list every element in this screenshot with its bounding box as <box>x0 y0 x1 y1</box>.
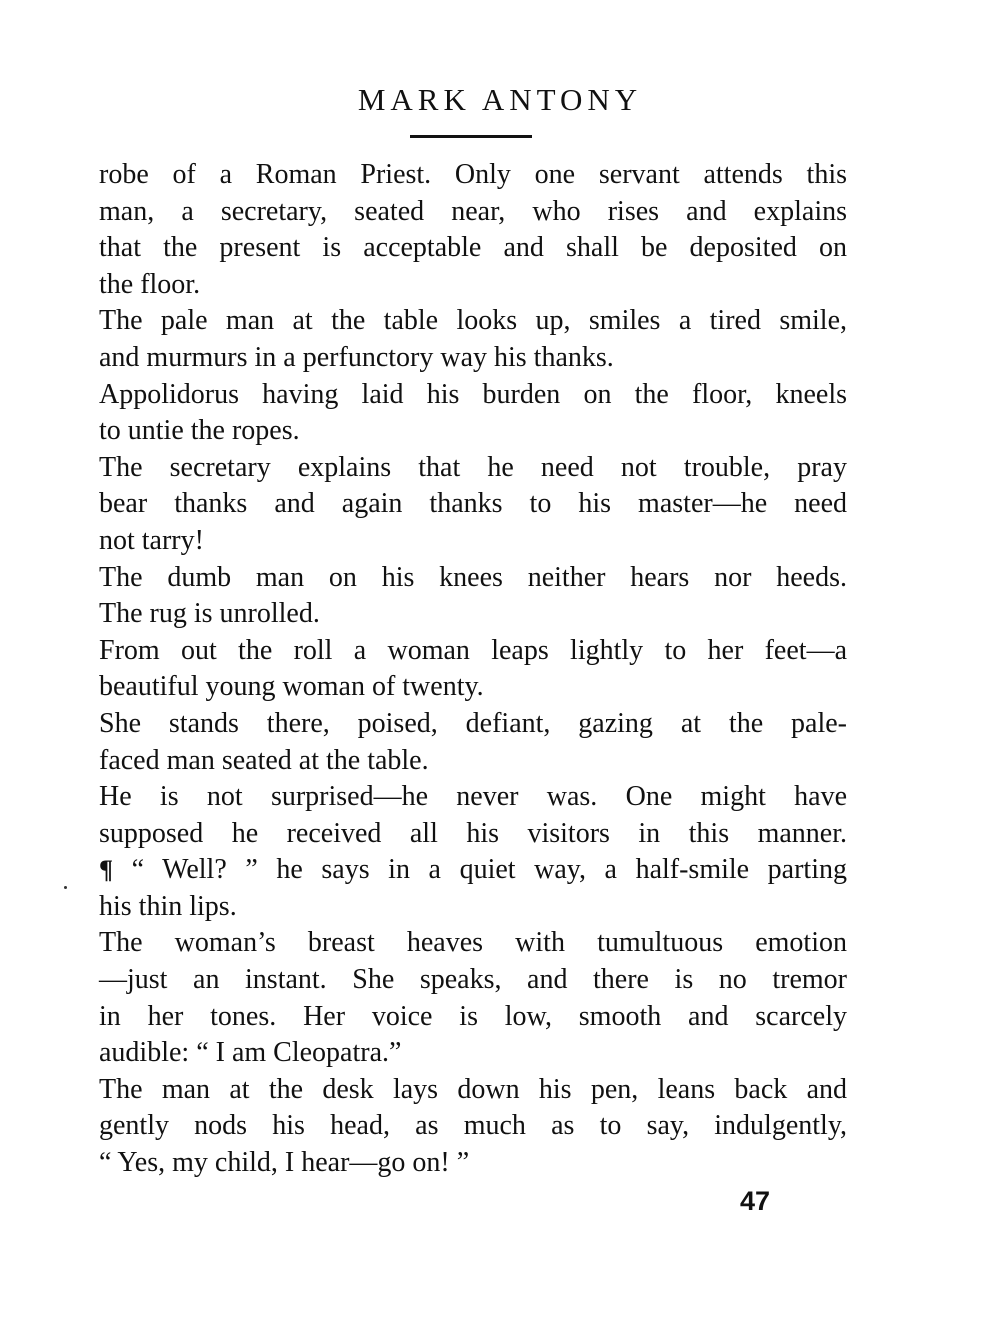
text-line: robe of a Roman Priest. Only one servant attends this <box>99 159 847 190</box>
text-line: audible: “ I am Cleopatra.” <box>99 1037 402 1069</box>
text-line: that the present is acceptable and shall be deposited on <box>99 232 847 264</box>
text-line: bear thanks and again thanks to his master—he need <box>99 488 847 520</box>
text-line: beautiful young woman of twenty. <box>99 671 484 703</box>
text-line: supposed he received all his visitors in this manner. <box>99 817 847 849</box>
page-number: 47 <box>740 1186 771 1216</box>
text-line: The secretary explains that he need not trouble, pray <box>99 451 847 483</box>
text-line: The rug is unrolled. <box>99 598 320 630</box>
text-line: From out the roll a woman leaps lightly to her feet—a <box>99 634 847 666</box>
text-line: The man at the desk lays down his pen, leans back and <box>99 1073 847 1105</box>
text-line: in her tones. Her voice is low, smooth and scarcely <box>99 1000 847 1032</box>
text-line: to untie the ropes. <box>99 415 300 447</box>
text-line: faced man seated at the table. <box>99 744 429 776</box>
running-head: MARK ANTONY <box>357 82 643 117</box>
text-line: The dumb man on his knees neither hears nor heeds. <box>99 561 847 593</box>
print-speck <box>64 886 67 889</box>
text-line: his thin lips. <box>99 890 237 922</box>
text-line: The pale man at the table looks up, smiles a tired smile, <box>99 305 847 337</box>
text-line: gently nods his head, as much as to say, indulgently, <box>99 1110 847 1142</box>
pilcrow-icon: ¶ <box>99 855 114 885</box>
text-line: not tarry! <box>99 524 204 556</box>
text-line: “ Yes, my child, I hear—go on! ” <box>99 1147 470 1179</box>
header-rule <box>410 135 532 138</box>
text-line: The woman’s breast heaves with tumultuous emotion <box>99 927 847 959</box>
body-text <box>99 157 847 1182</box>
text-line: —just an instant. She speaks, and there is no tremor <box>99 964 847 996</box>
text-line-pilcrow <box>99 852 847 889</box>
text-line: and murmurs in a perfunctory way his thanks. <box>99 341 614 373</box>
text-line: man, a secretary, seated near, who rises and explains <box>99 195 847 227</box>
text-line: the floor. <box>99 268 201 300</box>
text-line: She stands there, poised, defiant, gazing at the pale- <box>99 707 847 739</box>
text-line: Appolidorus having laid his burden on the floor, kneels <box>99 378 847 410</box>
text-line-content: “ Well? ” he says in a quiet way, a half-smile parting <box>131 854 847 886</box>
text-line: He is not surprised—he never was. One might have <box>99 781 847 813</box>
